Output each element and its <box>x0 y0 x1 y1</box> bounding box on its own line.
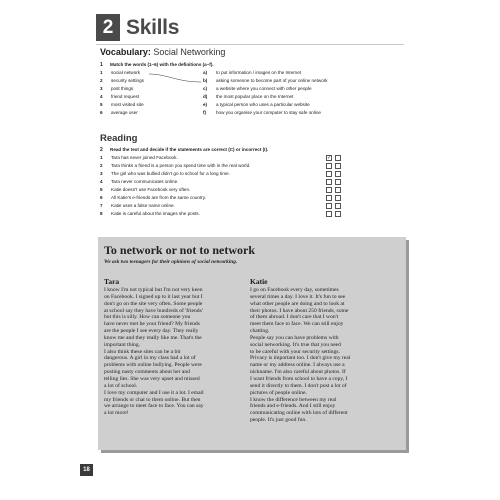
match-row <box>100 78 400 86</box>
correct-checkbox[interactable] <box>326 203 332 209</box>
incorrect-checkbox[interactable] <box>335 163 341 169</box>
match-row <box>100 110 400 118</box>
statement-number: 1 <box>100 155 103 160</box>
definition-letter: c) <box>203 86 208 91</box>
statement-number: 8 <box>100 211 103 216</box>
exercise-1-instruction <box>100 62 214 68</box>
incorrect-checkbox[interactable] <box>335 155 341 161</box>
instruction-text: Match the words (1–6) with the definitions (a–f). <box>110 62 214 67</box>
statement-text: Katie doesn't use Facebook very often. <box>111 187 191 192</box>
word-number: 3 <box>100 86 103 91</box>
match-row <box>100 86 400 94</box>
definition-text: to put information / images on the Internet <box>216 70 302 75</box>
word-number: 4 <box>100 94 103 99</box>
matching-exercise <box>100 70 400 118</box>
katie-column <box>250 277 392 424</box>
correct-checkbox[interactable] <box>326 179 332 185</box>
true-false-exercise <box>100 155 365 219</box>
definition-letter: d) <box>203 94 208 99</box>
definition-letter: b) <box>203 78 208 83</box>
statement-number: 5 <box>100 187 103 192</box>
definition-text: asking someone to become part of your online network <box>216 78 328 83</box>
article-shadow-right <box>406 240 409 453</box>
correct-checkbox[interactable]: ✓ <box>327 155 332 161</box>
word-text: post things <box>111 86 134 91</box>
exercise-number: 2 <box>100 147 103 153</box>
reading-heading: Reading <box>100 133 138 144</box>
statement-text: The girl who was bullied didn't go to school for a long time. <box>111 171 230 176</box>
statement-row <box>100 211 365 219</box>
exercise-number: 1 <box>100 62 103 68</box>
statement-row <box>100 171 365 179</box>
article-subtitle: We ask two teenagers for their opinions of social networking. <box>104 259 238 265</box>
statement-text: Katie is careful about the images she posts. <box>111 211 200 216</box>
word-text: security settings <box>111 78 144 83</box>
definition-text: the most popular place on the Internet <box>216 94 294 99</box>
article-shadow-bottom <box>101 450 409 453</box>
statement-row <box>100 203 365 211</box>
word-text: most visited site <box>111 102 144 107</box>
word-number: 2 <box>100 78 103 83</box>
word-text: social network <box>111 70 141 75</box>
statement-row <box>100 163 365 171</box>
katie-name: Katie <box>250 277 268 286</box>
vocabulary-heading <box>100 47 225 57</box>
incorrect-checkbox[interactable] <box>335 203 341 209</box>
article-title: To network or not to network <box>104 243 256 257</box>
unit-number-badge: 2 <box>96 14 120 41</box>
unit-header <box>96 14 179 41</box>
word-number: 6 <box>100 110 103 115</box>
statement-row <box>100 155 365 163</box>
statement-number: 6 <box>100 195 103 200</box>
definition-letter: f) <box>203 110 207 115</box>
header-divider <box>96 44 404 45</box>
statement-number: 7 <box>100 203 103 208</box>
unit-title: Skills <box>126 15 180 39</box>
correct-checkbox[interactable] <box>326 163 332 169</box>
incorrect-checkbox[interactable] <box>335 171 341 177</box>
tara-text: I know I'm not typical but I'm not very keen on Facebook. I signed up to it last year but I don't go on the site very often. Some people at school say they have hundreds of 'friends' but this is silly. How can someone you have never met be your friend? My friends are the people I see every day. They really know me and they really like me. That's the important thing. I also think these sites can be a bit dangerous. A girl in my class had a lot of problems with online bullying. People were posting nasty comments about her and telling lies. She was very upset and missed a lot of school. I love my computer and I use it a lot. I email my friends or chat to them online. But then we arrange to meet face to face. You can say a lot more! <box>104 287 204 417</box>
word-number: 1 <box>100 70 103 75</box>
statement-row <box>100 179 365 187</box>
statement-row <box>100 187 365 195</box>
match-row <box>100 94 400 102</box>
match-row <box>100 70 400 78</box>
definition-text: a website where you connect with other people <box>216 86 312 91</box>
vocabulary-heading-bold: Vocabulary: <box>100 47 151 57</box>
correct-checkbox[interactable] <box>326 211 332 217</box>
instruction-text: Read the text and decide if the statements are correct (C) or incorrect (I). <box>110 147 269 152</box>
vocabulary-heading-rest: Social Networking <box>150 47 226 57</box>
statement-text: Katie uses a false name online. <box>111 203 175 208</box>
word-number: 5 <box>100 102 103 107</box>
definition-text: a typical person who uses a particular website <box>216 102 310 107</box>
correct-checkbox[interactable] <box>326 187 332 193</box>
word-text: average user <box>111 110 138 115</box>
match-row <box>100 102 400 110</box>
incorrect-checkbox[interactable] <box>335 179 341 185</box>
tara-name: Tara <box>104 277 120 286</box>
statement-row <box>100 195 365 203</box>
correct-checkbox[interactable] <box>326 171 332 177</box>
statement-number: 3 <box>100 171 103 176</box>
statement-text: Tara never communicates online. <box>111 179 179 184</box>
incorrect-checkbox[interactable] <box>335 187 341 193</box>
example-match-line <box>147 72 203 84</box>
tara-column <box>104 277 246 417</box>
definition-letter: e) <box>203 102 208 107</box>
statement-number: 2 <box>100 163 103 168</box>
statement-text: Tara has never joined Facebook. <box>111 155 178 160</box>
word-text: friend request <box>111 94 140 99</box>
page-number: 18 <box>80 464 93 476</box>
statement-text: All Katie's e-friends are from the same country. <box>111 195 207 200</box>
statement-number: 4 <box>100 179 103 184</box>
incorrect-checkbox[interactable] <box>335 195 341 201</box>
correct-checkbox[interactable] <box>326 195 332 201</box>
exercise-2-instruction <box>100 147 268 153</box>
definition-text: how you organise your computer to stay safe online <box>216 110 321 115</box>
definition-letter: a) <box>203 70 208 75</box>
katie-text: I go on Facebook every day, sometimes several times a day. I love it. It's fun to see what other people are doing and to look at their photos. I have about 250 friends, some of them abroad. I don't care that I won't meet them face to face. We can still enjoy chatting. People say you can have problems with social networking. It's true that you need to be careful with your security settings. Privacy is important too. I don't give my real name or my address online. I always use a nickname. I'm also careful about photos. If I want friends from school to have a copy, I send it directly to them. I don't post a lot of pictures of people online. I know the difference between my real friends and e-friends. And I still enjoy communicating online with lots of different people. It's just good fun. <box>250 287 351 424</box>
incorrect-checkbox[interactable] <box>335 211 341 217</box>
article-box <box>98 237 406 450</box>
statement-text: Tara thinks a friend is a person you spend time with in the real world. <box>111 163 251 168</box>
